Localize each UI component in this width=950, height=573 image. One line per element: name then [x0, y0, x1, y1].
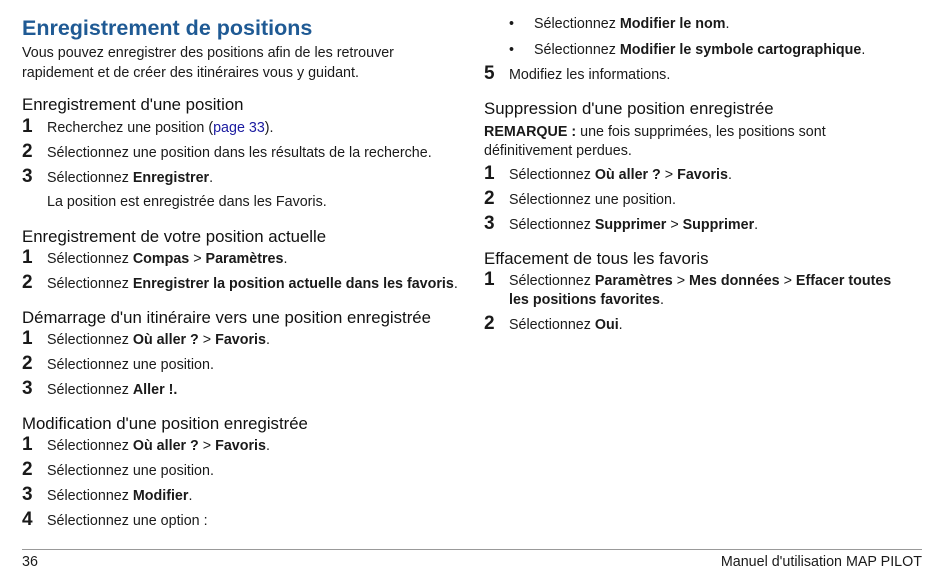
step-number: 1 [22, 247, 33, 268]
step-text: Recherchez une position (page 33). [47, 120, 274, 136]
step-text: Sélectionnez Modifier. [47, 488, 193, 504]
step-number: 1 [484, 163, 495, 184]
remark-note: REMARQUE : une fois supprimées, les positions sont définitivement perdues. [484, 124, 826, 159]
step-text: Sélectionnez Où aller ? > Favoris. [47, 332, 270, 348]
step-text: Sélectionnez Où aller ? > Favoris. [509, 167, 732, 183]
heading-start-route: Démarrage d'un itinéraire vers une position enregistrée [22, 308, 431, 327]
intro-paragraph: Vous pouvez enregistrer des positions afin de les retrouver rapidement et de créer des itinéraires vous y guidant. [22, 45, 394, 81]
step-number: 3 [22, 484, 33, 505]
step-text: Sélectionnez une position. [47, 357, 214, 373]
heading-save-position: Enregistrement d'une position [22, 95, 244, 114]
step-number: 2 [484, 188, 495, 209]
step-number: 3 [484, 213, 495, 234]
page-title: Enregistrement de positions [22, 16, 313, 40]
step-text: Sélectionnez une position dans les résultats de la recherche. [47, 145, 432, 161]
step-number: 1 [22, 328, 33, 349]
page-number: 36 [22, 554, 38, 570]
step-number: 2 [22, 459, 33, 480]
step-result-note: La position est enregistrée dans les Favoris. [47, 194, 327, 210]
step-text: Sélectionnez Paramètres > Mes données > Effacer toutes les positions favorites. [509, 273, 892, 308]
step-number: 3 [22, 378, 33, 399]
step-number: 2 [22, 141, 33, 162]
bullet-text: Sélectionnez Modifier le symbole cartographique. [534, 42, 866, 58]
heading-edit-position: Modification d'une position enregistrée [22, 414, 308, 433]
step-number: 1 [484, 269, 495, 290]
step-number: 5 [484, 63, 495, 84]
step-number: 1 [22, 116, 33, 137]
heading-delete-position: Suppression d'une position enregistrée [484, 99, 774, 118]
step-number: 3 [22, 166, 33, 187]
step-text: Sélectionnez Oui. [509, 317, 623, 333]
bullet-dot: • [509, 42, 515, 58]
heading-clear-favorites: Effacement de tous les favoris [484, 249, 709, 268]
footer-divider [22, 549, 922, 550]
bullet-dot: • [509, 16, 515, 32]
step-text: Sélectionnez une position. [47, 463, 214, 479]
page-link[interactable]: page 33 [213, 120, 265, 136]
step-number: 2 [22, 272, 33, 293]
step-text: Sélectionnez Où aller ? > Favoris. [47, 438, 270, 454]
heading-save-current: Enregistrement de votre position actuelle [22, 227, 327, 246]
step-text: Sélectionnez Enregistrer. [47, 170, 214, 186]
step-number: 2 [484, 313, 495, 334]
manual-title: Manuel d'utilisation MAP PILOT [720, 554, 922, 570]
step-text: Sélectionnez Enregistrer la position actuelle dans les favoris. [47, 276, 458, 292]
step-text: Modifiez les informations. [509, 67, 671, 83]
step-text: Sélectionnez une option : [47, 513, 208, 529]
step-number: 1 [22, 434, 33, 455]
step-text: Sélectionnez Aller !. [47, 382, 178, 398]
step-text: Sélectionnez une position. [509, 192, 676, 208]
bullet-text: Sélectionnez Modifier le nom. [534, 16, 730, 32]
step-text: Sélectionnez Compas > Paramètres. [47, 251, 288, 267]
step-number: 2 [22, 353, 33, 374]
step-number: 4 [22, 509, 33, 530]
step-text: Sélectionnez Supprimer > Supprimer. [509, 217, 759, 233]
